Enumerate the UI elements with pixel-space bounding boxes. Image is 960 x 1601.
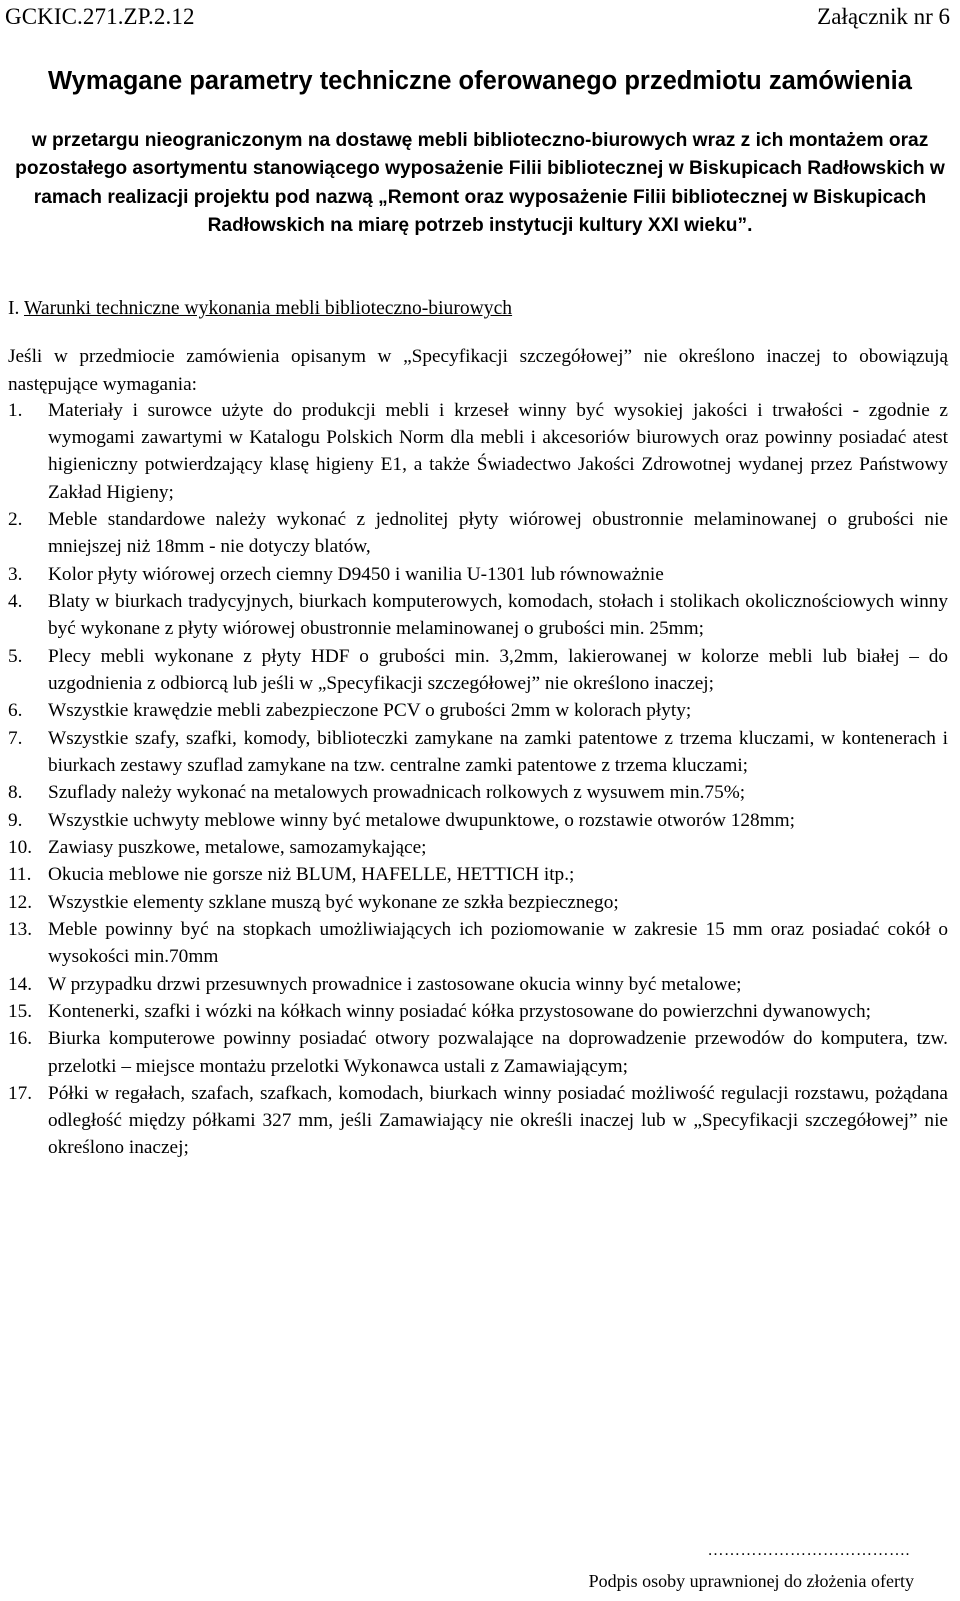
requirement-item — [8, 643, 948, 697]
requirement-item — [8, 971, 948, 998]
requirement-item — [8, 588, 948, 642]
requirement-text: Wszystkie krawędzie mebli zabezpieczone PCV o grubości 2mm w kolorach płyty; — [48, 700, 692, 722]
requirement-item — [8, 397, 948, 506]
document-title: Wymagane parametry techniczne oferowanego przedmiotu zamówienia — [48, 67, 912, 95]
requirement-item — [8, 506, 948, 560]
requirement-item — [8, 807, 948, 834]
attachment-label: Załącznik nr 6 — [817, 4, 950, 29]
requirement-text: Wszystkie uchwyty meblowe winny być metalowe dwupunktowe, o rozstawie otworów 128mm; — [48, 809, 795, 831]
requirement-number: 8. — [8, 782, 23, 804]
requirements-list — [8, 397, 948, 1162]
signature-label: Podpis osoby uprawnionej do złożenia oferty — [588, 1571, 914, 1591]
requirement-text: Szuflady należy wykonać na metalowych prowadnicach rolkowych z wysuwem min.75%; — [48, 782, 746, 804]
requirement-text: Meble powinny być na stopkach umożliwiających ich poziomowanie w zakresie 15 mm oraz posiadać cokół o wysokości min.70mm — [48, 919, 948, 968]
requirement-number: 15. — [8, 1001, 33, 1023]
requirement-number: 4. — [8, 590, 23, 612]
requirement-number: 12. — [8, 891, 33, 913]
requirement-item — [8, 697, 948, 724]
intro-paragraph: Jeśli w przedmiocie zamówienia opisanym w „Specyfikacji szczegółowej” nie określono inaczej to obowiązują następujące wymagania: — [8, 346, 948, 395]
requirement-number: 10. — [8, 836, 33, 858]
requirement-text: Materiały i surowce użyte do produkcji mebli i krzeseł winny być wysokiej jakości i trwałości - zgodnie z wymogami zawartymi w Katalogu Polskich Norm dla mebli i akcesoriów biurowych oraz powinny posiadać atest higieniczny potwierdzający klasę higieny E1, a także Świadectwo Jakości Zdrowotnej wydanej przez Państwowy Zakład Higieny; — [48, 400, 948, 503]
requirement-text: W przypadku drzwi przesuwnych prowadnice i zastosowane okucia winny być metalowe; — [48, 973, 742, 995]
requirement-text: Zawiasy puszkowe, metalowe, samozamykające; — [48, 836, 427, 858]
requirement-item — [8, 561, 948, 588]
requirement-number: 9. — [8, 809, 23, 831]
signature-line: ………………………………. — [707, 1542, 910, 1559]
requirement-number: 16. — [8, 1028, 33, 1050]
requirement-text: Plecy mebli wykonane z płyty HDF o grubości min. 3,2mm, lakierowanej w kolorze mebli lub białej – do uzgodnienia z odbiorcą lub jeśli w „Specyfikacji szczegółowej” nie określono inaczej; — [48, 645, 948, 694]
requirement-text: Meble standardowe należy wykonać z jednolitej płyty wiórowej obustronnie melaminowanej o grubości nie mniejszej niż 18mm - nie dotyczy blatów, — [48, 509, 948, 558]
requirement-item — [8, 725, 948, 779]
section-heading — [8, 296, 512, 322]
requirement-number: 2. — [8, 509, 23, 530]
requirement-number: 14. — [8, 973, 33, 995]
section-title: Warunki techniczne wykonania mebli biblioteczno-biurowych — [23, 298, 513, 319]
requirement-number: 6. — [8, 700, 23, 722]
requirement-item — [8, 779, 948, 806]
requirement-text: Blaty w biurkach tradycyjnych, biurkach komputerowych, komodach, stołach i stolikach okolicznościowych winny być wykonane z płyty wiórowej obustronnie melaminowanej o grubości min. 25mm; — [48, 590, 948, 640]
requirement-item — [8, 834, 948, 861]
requirement-number: 11. — [8, 864, 32, 886]
requirement-number: 1. — [8, 400, 23, 421]
requirement-text: Kontenerki, szafki i wózki na kółkach winny posiadać kółka przystosowane do powierzchni dywanowych; — [48, 1001, 871, 1023]
document-subtitle: w przetargu nieograniczonym na dostawę mebli biblioteczno-biurowych wraz z ich montażem oraz pozostałego asortymentu stanowiącego wyposażenie Filii bibliotecznej w Biskupicach Radłowskich w ramach realizacji projektu pod nazwą „Remont oraz wyposażenie Filii bibliotecznej w Biskupicach Radłowskich na miarę potrzeb instytucji kultury XXI wieku”. — [15, 130, 945, 237]
requirement-number: 3. — [8, 563, 23, 585]
requirement-number: 7. — [8, 727, 23, 749]
requirement-item — [8, 889, 948, 916]
document-reference: GCKIC.271.ZP.2.12 — [5, 4, 195, 29]
requirement-text: Okucia meblowe nie gorsze niż BLUM, HAFELLE, HETTICH itp.; — [48, 864, 575, 886]
requirement-text: Półki w regałach, szafach, szafkach, komodach, biurkach winny posiadać możliwość regulacji rozstawu, pożądana odległość między półkami 327 mm, jeśli Zamawiający nie określi inaczej lub w „Specyfikacji szczegółowej” nie określono inaczej; — [48, 1083, 948, 1159]
requirement-number: 13. — [8, 919, 33, 941]
requirement-number: 5. — [8, 645, 23, 667]
requirement-item — [8, 998, 948, 1025]
requirement-number: 17. — [8, 1083, 33, 1105]
requirement-text: Kolor płyty wiórowej orzech ciemny D9450 i wanilia U-1301 lub równoważnie — [48, 563, 664, 585]
page-header — [5, 2, 950, 32]
requirement-text: Biurka komputerowe powinny posiadać otwory pozwalające na doprowadzenie przewodów do komputera, tzw. przelotki – miejsce montażu przelotki Wykonawca ustali z Zamawiającym; — [48, 1028, 948, 1077]
requirement-item — [8, 1080, 948, 1162]
requirement-text: Wszystkie elementy szklane muszą być wykonane ze szkła bezpiecznego; — [48, 891, 619, 913]
requirement-item — [8, 1025, 948, 1079]
requirement-text: Wszystkie szafy, szafki, komody, biblioteczki zamykane na zamki patentowe z trzema kluczami, w kontenerach i biurkach zestawy szuflad zamykane na tzw. centralne zamki patentowe z trzema kluczami; — [48, 727, 948, 776]
requirement-item — [8, 916, 948, 970]
requirement-item — [8, 861, 948, 888]
section-number: I. — [8, 298, 20, 319]
